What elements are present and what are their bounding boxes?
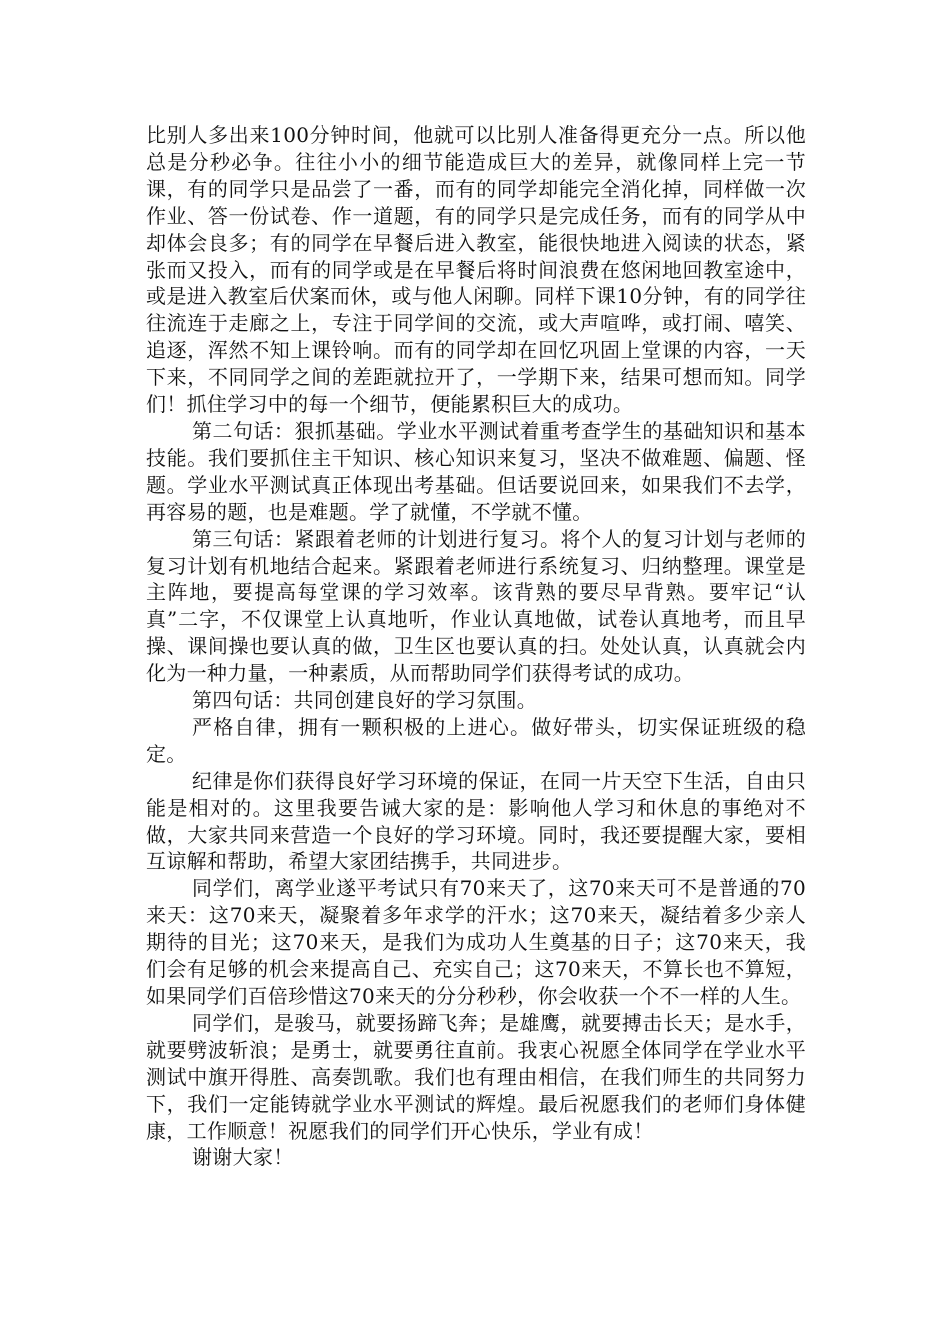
paragraph: 谢谢大家！ — [192, 1145, 294, 1170]
paragraph: 同学们，离学业遂平考试只有70来天了，这70来天可不是普通的70来天：这70来天，凝聚着多年求学的汗水；这70来天，凝结着多少亲人期待的目光；这70来天，是我们为成功人生奠基的日子；这70来天，我们会有足够的机会来提高自己、充实自己；这70来天，不算长也不算短，如果同学们百倍珍惜这70来天的分分秒秒，你会收获一个不一样的人生。 — [146, 876, 806, 1008]
paragraph: 第三句话：紧跟着老师的计划进行复习。将个人的复习计划与老师的复习计划有机地结合起来。紧跟着老师进行系统复习、归纳整理。课堂是主阵地，要提高每堂课的学习效率。该背熟的要尽早背熟。要牢记“认真”二字，不仅课堂上认真地听，作业认真地做，试卷认真地考，而且早操、课间操也要认真的做，卫生区也要认真的扫。处处认真，认真就会内化为一种力量，一种素质，从而帮助同学们获得考试的成功。 — [146, 526, 806, 686]
paragraph: 第二句话：狠抓基础。学业水平测试着重考查学生的基础知识和基本技能。我们要抓住主干知识、核心知识来复习，坚决不做难题、偏题、怪题。学业水平测试真正体现出考基础。但话要说回来，如果我们不去学，再容易的题，也是难题。学了就懂，不学就不懂。 — [146, 418, 806, 524]
paragraph: 纪律是你们获得良好学习环境的保证，在同一片天空下生活，自由只能是相对的。这里我要告诫大家的是：影响他人学习和休息的事绝对不做，大家共同来营造一个良好的学习环境。同时，我还要提醒大家，要相互谅解和帮助，希望大家团结携手，共同进步。 — [146, 768, 806, 874]
paragraph: 严格自律，拥有一颗积极的上进心。做好带头，切实保证班级的稳定。 — [146, 714, 806, 766]
paragraph: 同学们，是骏马，就要扬蹄飞奔；是雄鹰，就要搏击长天；是水手，就要劈波斩浪；是勇士，就要勇往直前。我衷心祝愿全体同学在学业水平测试中旗开得胜、高奏凯歌。我们也有理由相信，在我们师生的共同努力下，我们一定能铸就学业水平测试的辉煌。最后祝愿我们的老师们身体健康，工作顺意！祝愿我们的同学们开心快乐，学业有成！ — [146, 1010, 806, 1143]
document-body — [146, 122, 806, 1171]
paragraph: 第四句话：共同创建良好的学习氛围。 — [192, 688, 538, 713]
paragraph: 比别人多出来100分钟时间，他就可以比别人准备得更充分一点。所以他总是分秒必争。往往小小的细节能造成巨大的差异，就像同样上完一节课，有的同学只是品尝了一番，而有的同学却能完全消化掉，同样做一次作业、答一份试卷、作一道题，有的同学只是完成任务，而有的同学从中却体会良多；有的同学在早餐后进入教室，能很快地进入阅读的状态，紧张而又投入，而有的同学或是在早餐后将时间浪费在悠闲地回教室途中，或是进入教室后伏案而休，或与他人闲聊。同样下课10分钟，有的同学往往流连于走廊之上，专注于同学间的交流，或大声喧哗，或打闹、嘻笑、追逐，浑然不知上课铃响。而有的同学却在回忆巩固上堂课的内容，一天下来，不同同学之间的差距就拉开了，一学期下来，结果可想而知。同学们！抓住学习中的每一个细节，便能累积巨大的成功。 — [146, 123, 806, 417]
